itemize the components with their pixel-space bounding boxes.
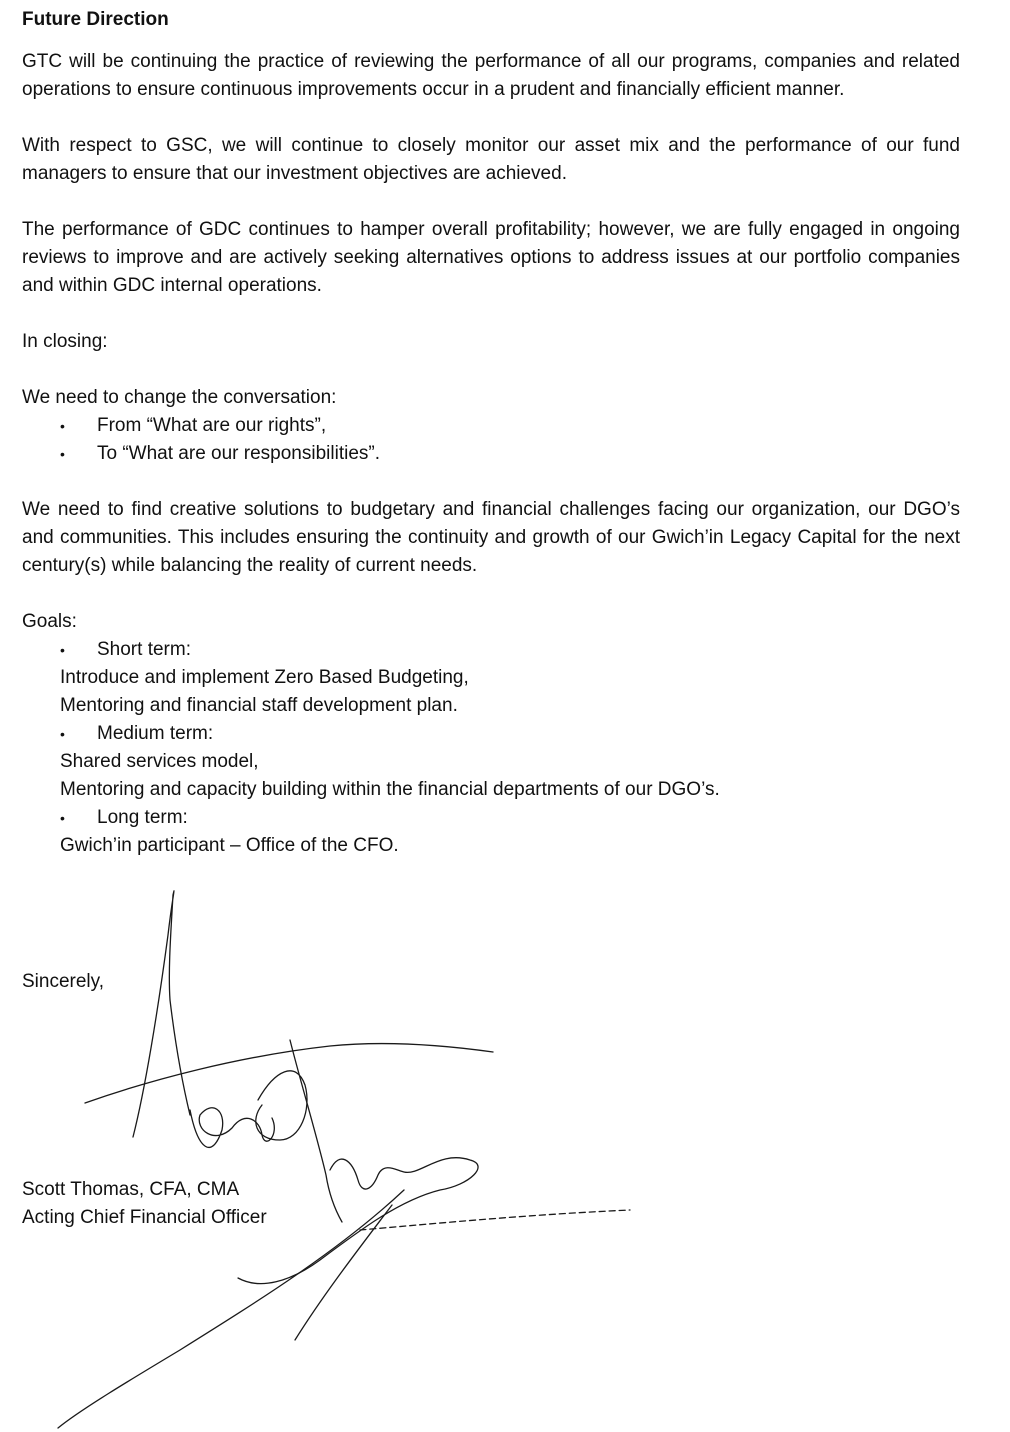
goal-line: Mentoring and financial staff development plan.: [60, 695, 458, 716]
goal-line: Mentoring and capacity building within the financial departments of our DGO’s.: [60, 779, 720, 800]
goal-long-term-title: • Long term:: [22, 804, 960, 832]
goals-section: [22, 608, 960, 860]
list-item: • To “What are our responsibilities”.: [22, 440, 960, 468]
goal-line: Introduce and implement Zero Based Budgeting,: [60, 667, 469, 688]
conversation-list: [22, 412, 960, 468]
signer-name: Scott Thomas, CFA, CMA: [22, 1179, 240, 1200]
paragraph-gsc: With respect to GSC, we will continue to closely monitor our asset mix and the performance of our fund managers to ensure that our investment objectives are achieved.: [22, 135, 960, 184]
goal-line: Gwich’in participant – Office of the CFO.: [60, 835, 399, 856]
letter-body: [22, 6, 960, 944]
signer-title: Acting Chief Financial Officer: [22, 1207, 267, 1228]
section-heading: Future Direction: [22, 9, 169, 30]
goal-line: Shared services model,: [60, 751, 259, 772]
goal-short-term-title: • Short term:: [22, 636, 960, 664]
goal-medium-term-title: • Medium term:: [22, 720, 960, 748]
list-item: • From “What are our rights”,: [22, 412, 960, 440]
paragraph-solutions: We need to find creative solutions to budgetary and financial challenges facing our organization, our DGO’s and communities. This includes ensuring the continuity and growth of our Gwich’in Legacy Capital for the next century(s) while balancing the reality of current needs.: [22, 499, 960, 576]
paragraph-gdc: The performance of GDC continues to hamper overall profitability; however, we are fully engaged in ongoing reviews to improve and are actively seeking alternatives options to address issues at our portfolio companies and within GDC internal operations.: [22, 219, 960, 296]
paragraph-in-closing: In closing:: [22, 331, 108, 352]
conversation-intro: We need to change the conversation:: [22, 387, 337, 408]
closing-salutation: Sincerely,: [22, 971, 105, 992]
paragraph-review: GTC will be continuing the practice of reviewing the performance of all our programs, companies and related operations to ensure continuous improvements occur in a prudent and financially efficient manner.: [22, 51, 960, 100]
goals-label: Goals:: [22, 611, 77, 632]
handwritten-signature: [0, 880, 700, 1432]
